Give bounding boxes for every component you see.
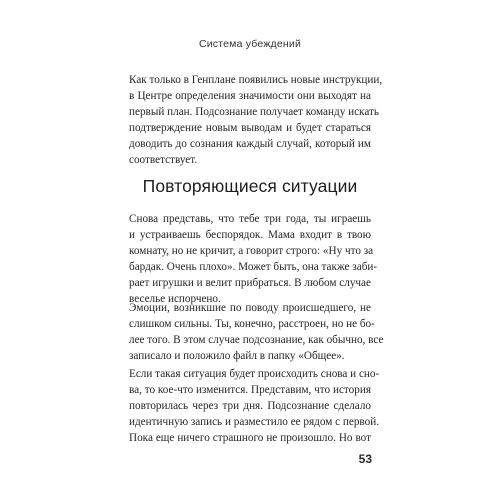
paragraph-line: ва, то кое-что изменится. Представим, что история: [129, 384, 371, 396]
paragraph-line: бардак. Очень плохо». Может быть, она также заби-: [129, 261, 378, 273]
paragraph-line: Эмоции, возникшие по поводу происшедшего, не: [129, 302, 371, 314]
paragraph-line: подтверждение новым выводам и будет стараться: [129, 122, 371, 134]
paragraph-line: идентичную запись и разместило ее рядом с первой.: [129, 416, 379, 428]
section-heading: Повторяющиеся ситуации: [142, 176, 358, 196]
paragraph-line: Пока еще ничего страшного не произошло. Но вот: [129, 432, 371, 444]
paragraph-1: [129, 72, 383, 168]
paragraph-line: комнату, но не кричит, а говорит строго: «Ну что за: [129, 245, 374, 257]
paragraph-line: Как только в Генплане появились новые инструкции,: [129, 74, 383, 86]
paragraph-line: первый план. Подсознание получает команду искать: [129, 106, 379, 118]
paragraph-line: соответствует.: [129, 154, 198, 166]
paragraph-line: слишком сильны. Ты, конечно, расстроен, но не бо-: [129, 318, 375, 330]
paragraph-line: записало и положило файл в папку «Общее».: [129, 350, 345, 362]
paragraph-4: [129, 366, 380, 446]
paragraph-line: и устраиваешь беспорядок. Мама входит в твою: [129, 229, 371, 241]
paragraph-line: рает игрушки и велит прибраться. В любом случае: [129, 277, 371, 289]
paragraph-line: в Центре определения значимости они выходят на: [129, 90, 371, 102]
paragraph-line: веселье испорчено.: [129, 293, 221, 305]
paragraph-3: [129, 300, 384, 364]
paragraph-2: [129, 211, 378, 307]
paragraph-line: Если такая ситуация будет происходить снова и сно-: [129, 368, 380, 380]
page-number: 53: [358, 452, 372, 466]
paragraph-line: Снова представь, что тебе три года, ты играешь: [129, 213, 371, 225]
running-header: Система убеждений: [198, 38, 302, 50]
paragraph-line: лее того. В этом случае подсознание, как обычно, все: [129, 334, 384, 346]
paragraph-line: повторилась через три дня. Подсознание сделало: [129, 400, 371, 412]
paragraph-line: доводить до сознания каждый случай, который им: [129, 138, 371, 150]
